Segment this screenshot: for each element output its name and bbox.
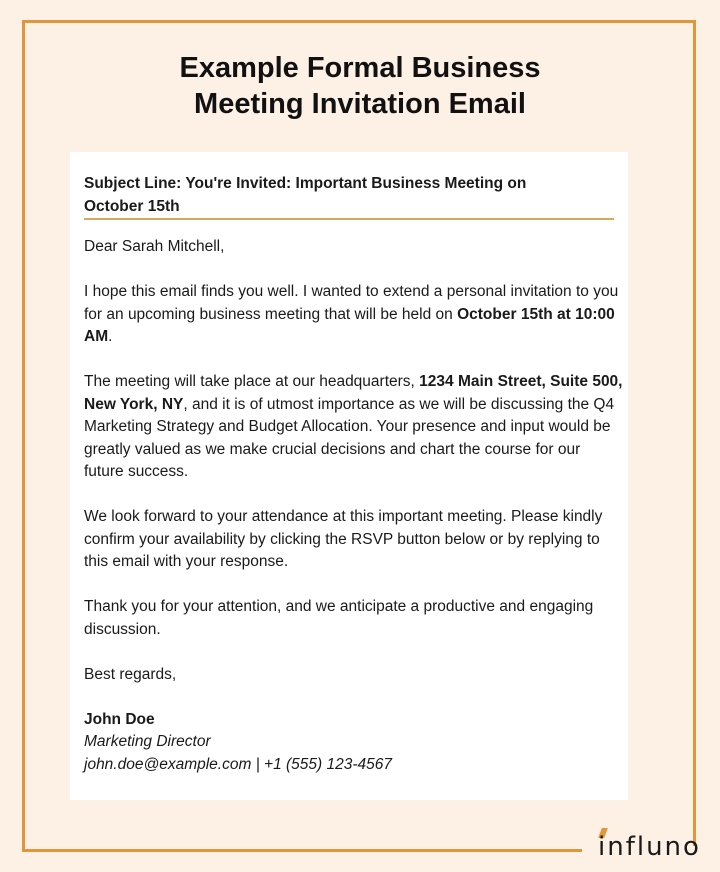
closing: Best regards, (84, 665, 177, 683)
subject-divider (84, 218, 614, 220)
page-title (0, 50, 720, 122)
signature-contact: john.doe@example.com | +1 (555) 123-4567 (84, 755, 392, 773)
paragraph-1 (84, 281, 624, 349)
subject-line-1: Subject Line: You're Invited: Important Business Meeting on (84, 175, 527, 192)
paragraph-1-text: I hope this email finds you well. I wanted to extend a personal invitation to you for an upcoming business meeting that will be held on (84, 283, 619, 323)
paragraph-4: Thank you for your attention, and we anticipate a productive and engaging discussion. (84, 598, 594, 638)
title-line-1: Example Formal Business (179, 52, 541, 84)
meeting-datetime: October 15th at 10:00 AM (84, 305, 615, 345)
signature-name: John Doe (84, 710, 155, 728)
greeting: Dear Sarah Mitchell, (84, 238, 225, 255)
meeting-address: 1234 Main Street, Suite 500, New York, NY (84, 373, 623, 413)
paragraph-2 (84, 371, 624, 484)
paragraph-2-end: , and it is of utmost importance as we will be discussing the Q4 Marketing Strategy and Budget Allocation. Your presence and input would be greatly valued as we make crucial decisions and chart the course for our future success. (84, 395, 615, 480)
email-body (84, 236, 624, 776)
subject-line-2: October 15th (84, 198, 180, 215)
subject-line (84, 172, 614, 218)
paragraph-1-end: . (108, 328, 113, 345)
signature (84, 709, 624, 777)
email-card (70, 152, 628, 800)
title-line-2: Meeting Invitation Email (194, 88, 526, 120)
brand-logo: influno (598, 832, 701, 862)
paragraph-2-start: The meeting will take place at our headquarters, (84, 373, 420, 390)
signature-role: Marketing Director (84, 733, 211, 750)
paragraph-3: We look forward to your attendance at this important meeting. Please kindly confirm your availability by clicking the RSVP button below or by replying to this email with your response. (84, 508, 603, 570)
